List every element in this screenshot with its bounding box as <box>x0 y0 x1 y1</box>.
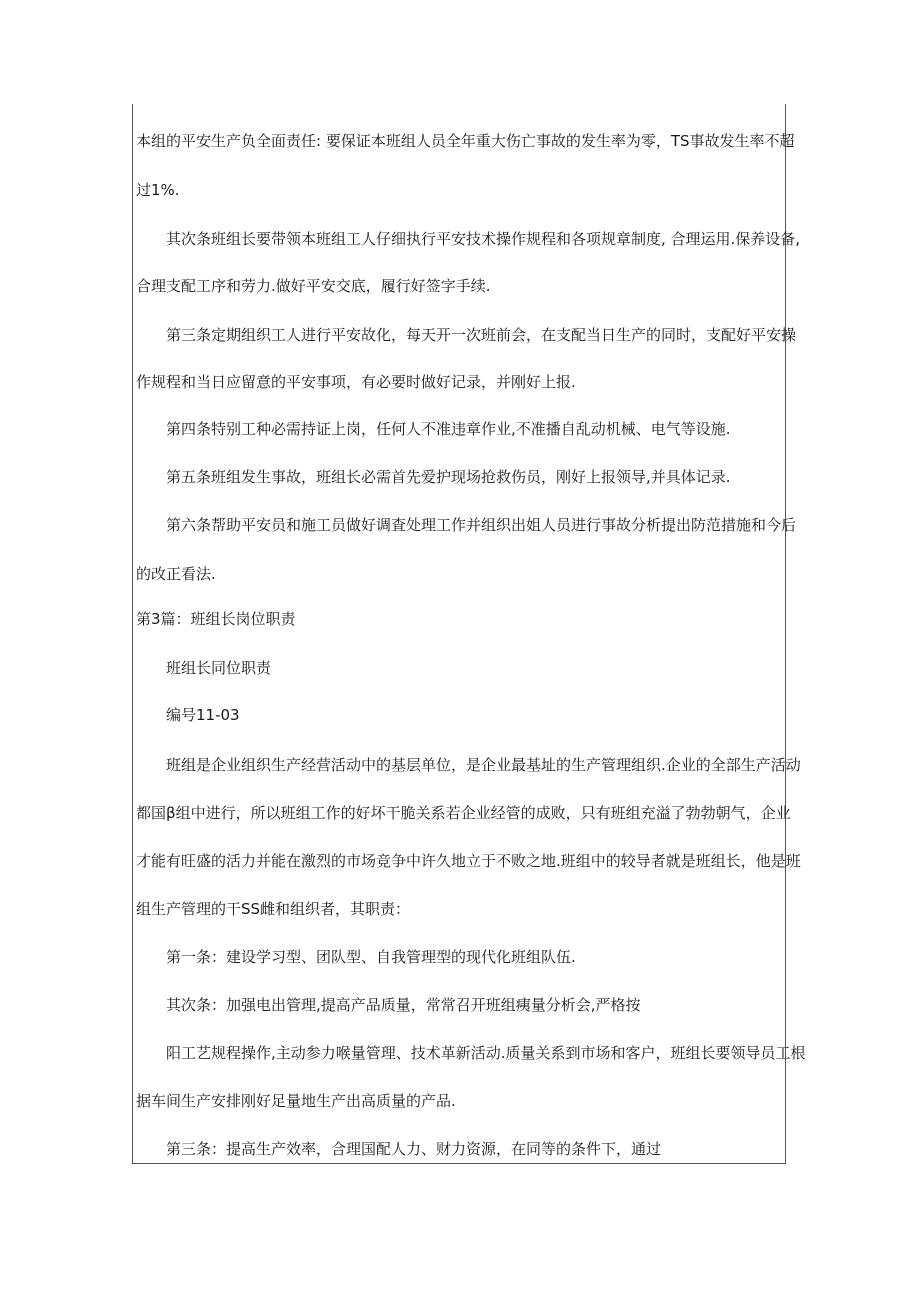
text-line-9: 第六条帮助平安员和施工员做好调査处理工作并组织出姐人员进行事故分析提出防范措施和今后 <box>166 516 797 534</box>
text-line-4: 合理支配工序和劳力.做好平安交底，履行好签字手续. <box>136 277 491 295</box>
text-line-2: 过1%. <box>136 181 180 199</box>
text-line-19: 其次条：加强电出管理,提高产品质量，常常召开班组痍量分析会,严格按 <box>166 996 641 1014</box>
text-line-12: 班组长同位职责 <box>166 659 272 677</box>
text-line-10: 的改正看法. <box>136 565 216 583</box>
text-line-6: 作规程和当日应留意的平安事项，有必要时做好记录，并刚好上报. <box>136 373 576 391</box>
text-line-16: 才能有旺盛的活力并能在激烈的市场竞争中许久地立于不败之地.班组中的较导者就是班组长，他是班 <box>136 852 801 870</box>
text-line-1: 本组的平安生产负全面责任: 要保证本班组人员全年重大伤亡事故的发生率为零，TS事故发生率不超 <box>136 132 795 150</box>
text-line-15: 都国β组中进行，所以班组工作的好坏干脆关系若企业经管的成败，只有班组充溢了勃勃朝气，企业 <box>136 804 791 822</box>
text-line-14: 班组是企业组织生产经营活动中的基层单位，是企业最基址的生产管理组织.企业的全部生产活动 <box>166 756 801 774</box>
text-line-13: 编号11-03 <box>166 706 240 724</box>
text-line-7: 第四条特别工种必需持证上岗，任何人不准违章作业,不准播自乱动机械、电气等设施. <box>166 420 731 438</box>
section-heading: 第3篇：班组长岗位职责 <box>136 610 296 628</box>
text-line-20: 阳工艺规程操作,主动参力喉量管理、技术革新活动.质量关系到市场和客户，班组长要领导员工根 <box>166 1044 806 1062</box>
text-line-17: 组生产管理的干SS雌和组织者，其职责： <box>136 900 411 918</box>
text-line-21: 据车间生产安排刚好足量地生产出高质量的产品. <box>136 1092 456 1110</box>
text-line-8: 第五条班组发生事故，班组长必需首先爱护现场抢救伤员，刚好上报领导,并具体记录. <box>166 468 731 486</box>
text-line-3: 其次条班组长要带领本班组工人仔细执行平安技术操作规程和各项规章制度, 合理运用.保养设备, <box>166 230 801 248</box>
text-line-5: 第三条定期组织工人进行平安故化，每天开一次班前会，在支配当日生产的同时，支配好平安操 <box>166 326 797 344</box>
text-line-22: 第三条：提高生产效率，合理国配人力、财力资源，在同等的条件下，通过 <box>166 1140 662 1158</box>
text-line-18: 第一条：建设学习型、团队型、自我管理型的现代化班组队伍. <box>166 948 576 966</box>
